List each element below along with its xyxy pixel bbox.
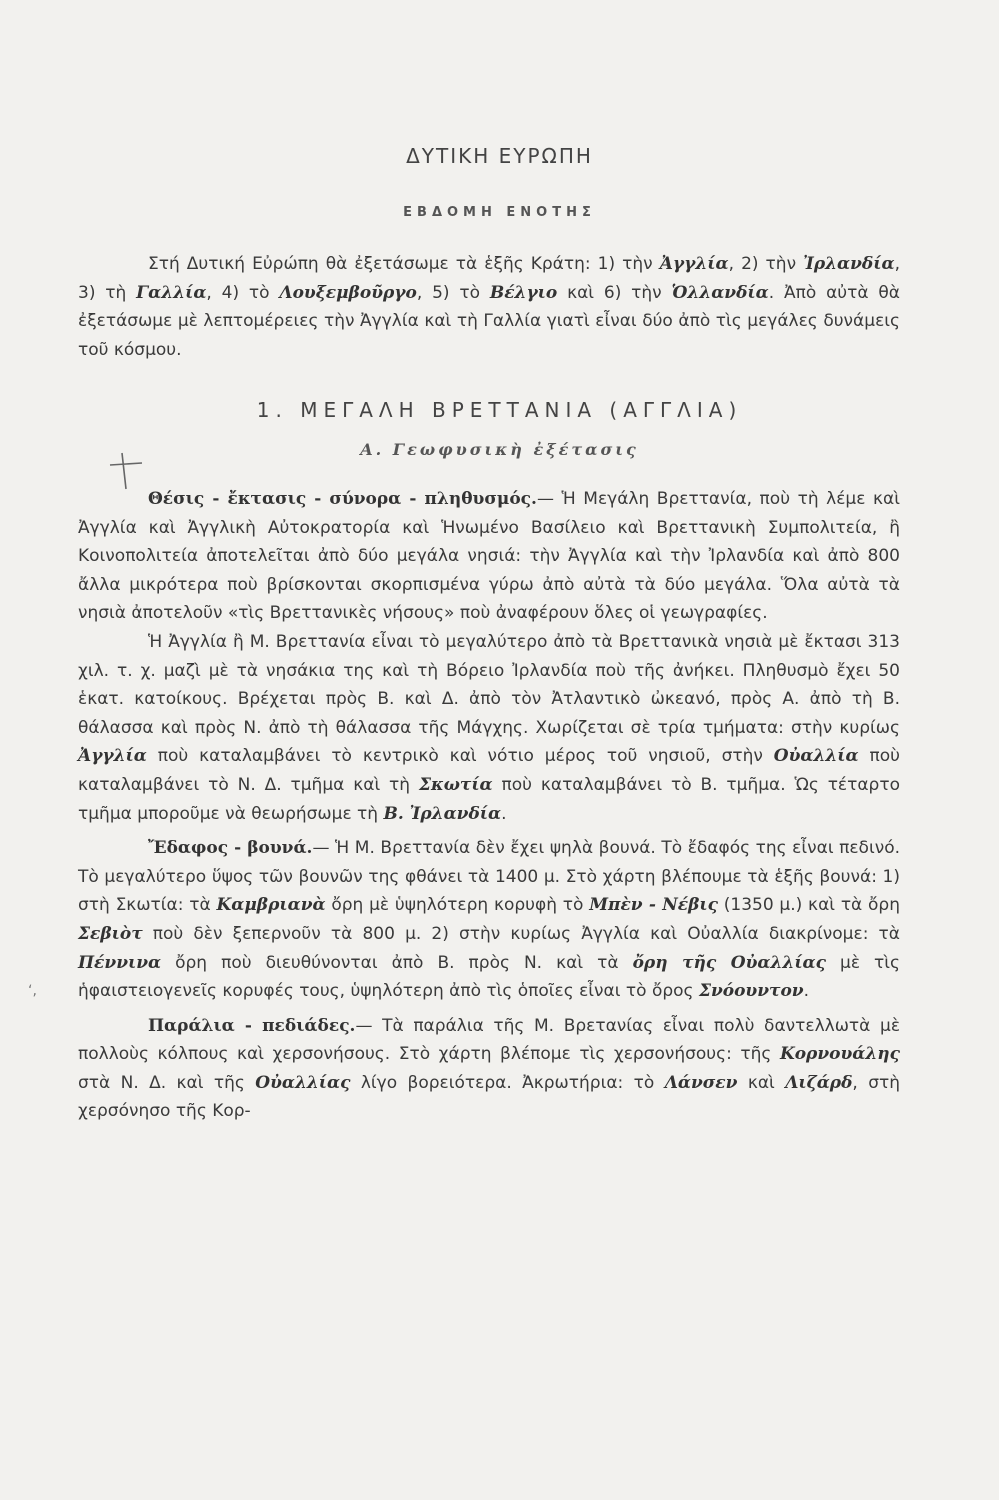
page-title: ΔΥΤΙΚΗ ΕΥΡΩΠΗ [406,144,593,168]
section-title: 1. ΜΕΓΑΛΗ ΒΡΕΤΤΑΝΙΑ (ΑΓΓΛΙΑ) [256,398,743,422]
subsection-title: Α. Γεωφυσικὴ ἐξέτασις [360,440,639,459]
paragraph-heading: Θέσις - ἔκτασις - σύνορα - πληθυσμός. [148,489,537,509]
margin-tick-mark: ‘, [28,983,37,999]
body-text [78,485,900,1126]
paragraph-coasts: Παράλια - πεδιάδες.— Τὰ παράλια τῆς Μ. Βρετανίας εἶναι πολὺ δαντελλωτὰ μὲ πολλοὺς κόλπους καὶ χερσονήσους. Στὸ χάρτη βλέπομε τὶς χερσονήσους: τῆς Κορνουάλης στὰ Ν. Δ. καὶ τῆς Οὐαλλίας λίγο βορειότερα. Ἀκρωτήρια: τὸ Λάνσεν καὶ Λιζάρδ, στὴ χερσόνησο τῆς Κορ- [78,1015,901,1122]
country-luxembourg: Λουξεμβοῦργο [279,282,417,303]
paragraph-terrain: Ἔδαφος - βουνά.— Ἡ Μ. Βρεττανία δὲν ἔχει ψηλὰ βουνά. Τὸ ἔδαφός της εἶναι πεδινό. Τὸ μεγαλύτερο ὕψος τῶν βουνῶν της φθάνει τὰ 1400 μ. Στὸ χάρτη βλέπουμε τὰ ἑξῆς βουνά: 1) στὴ Σκωτία: τὰ Καμβριανὰ ὄρη μὲ ὑψηλότερη κορυφὴ τὸ Μπὲν - Νέβις (1350 μ.) καὶ τὰ ὄρη Σεβιὸτ ποὺ δὲν ξεπερνοῦν τὰ 800 μ. 2) στὴν κυρίως Ἀγγλία καὶ Οὐαλλία διακρίνομε: τὰ Πέννινα ὄρη ποὺ διευθύνονται ἀπὸ Β. πρὸς Ν. καὶ τὰ ὄρη τῆς Οὐαλλίας μὲ τὶς ἡφαιστειογενεῖς κορυφές τους, ὑψηλότερη ἀπὸ τὶς ὁποῖες εἶναι τὸ ὄρος Σνόουντον. [78,838,901,1002]
paragraph-heading: Παράλια - πεδιάδες. [148,1015,356,1036]
intro-paragraph: Στή Δυτική Εὐρώπη θὰ ἐξετάσωμε τὰ ἑξῆς Κράτη: 1) τὴν Ἀγγλία, 2) τὴν Ἰρλανδία, 3) τὴ Γαλλία, 4) τὸ Λουξεμβοῦργο, 5) τὸ Βέλγιο καὶ 6) τὴν Ὁλλανδία. Ἀπὸ αὐτὰ θὰ ἐξετάσωμε μὲ λεπτομέρειες τὴν Ἀγγλία καὶ τὴ Γαλλία γιατὶ εἶναι δύο ἀπὸ τὶς μεγάλες δυνάμεις τοῦ κόσμου. [78,254,900,360]
unit-subtitle: ΕΒΔΟΜΗ ΕΝΟΤΗΣ [403,205,596,220]
country-france: Γαλλία [136,282,207,303]
country-belgium: Βέλγιο [489,282,558,303]
country-ireland: Ἰρλανδία [803,254,895,274]
paragraph-england: Ἡ Ἀγγλία ἢ Μ. Βρεττανία εἶναι τὸ μεγαλύτερο ἀπὸ τὰ Βρεττανικὰ νησιὰ μὲ ἔκτασι 313 χιλ. τ. χ. μαζὶ μὲ τὰ νησάκια της καὶ τὴ Βόρειο Ἰρλανδία ποὺ τῆς ἀνήκει. Πληθυσμὸ ἔχει 50 ἑκατ. κατοίκους. Βρέχεται πρὸς Β. καὶ Δ. ἀπὸ τὸν Ἀτλαντικὸ ὠκεανό, πρὸς Α. ἀπὸ τὴ Β. θάλασσα καὶ πρὸς Ν. ἀπὸ τὴ θάλασσα τῆς Μάγχης. Χωρίζεται σὲ τρία τμήματα: στὴν κυρίως Ἀγγλία ποὺ καταλαμβάνει τὸ κεντρικὸ καὶ νότιο μέρος τοῦ νησιοῦ, στὴν Οὐαλλία ποὺ καταλαμβάνει τὸ Ν. Δ. τμῆμα καὶ τὴ Σκωτία ποὺ καταλαμβάνει τὸ Β. τμῆμα. Ὡς τέταρτο τμῆμα μποροῦμε νὰ θεωρήσωμε τὴ Β. Ἰρλανδία. [78,631,900,824]
country-netherlands: Ὁλλανδία [671,282,769,303]
paragraph-heading: Ἔδαφος - βουνά. [148,838,313,859]
country-england: Ἀγγλία [659,254,729,274]
paragraph-position: Θέσις - ἔκτασις - σύνορα - πληθυσμός.— Ἡ Μεγάλη Βρεττανία, ποὺ τὴ λέμε καὶ Ἀγγλία καὶ Ἀγγλικὴ Αὐτοκρατορία καὶ Ἡνωμένο Βασίλειο καὶ Βρεττανικὴ Συμπολιτεία, ἢ Κοινοπολιτεία ἀποτελεῖται ἀπὸ δύο μεγάλα νησιά: τὴν Ἀγγλία καὶ τὴν Ἰρλανδία καὶ ἀπὸ 800 ἄλλα μικρότερα ποὺ βρίσκονται σκορπισμένα γύρω ἀπὸ αὐτὰ τὰ δύο μεγάλα. Ὅλα αὐτὰ τὰ νησιὰ ἀποτελοῦν «τὶς Βρεττανικὲς νήσους» ποὺ ἀναφέρουν ὅλες οἱ γεωγραφίες. [78,489,900,624]
